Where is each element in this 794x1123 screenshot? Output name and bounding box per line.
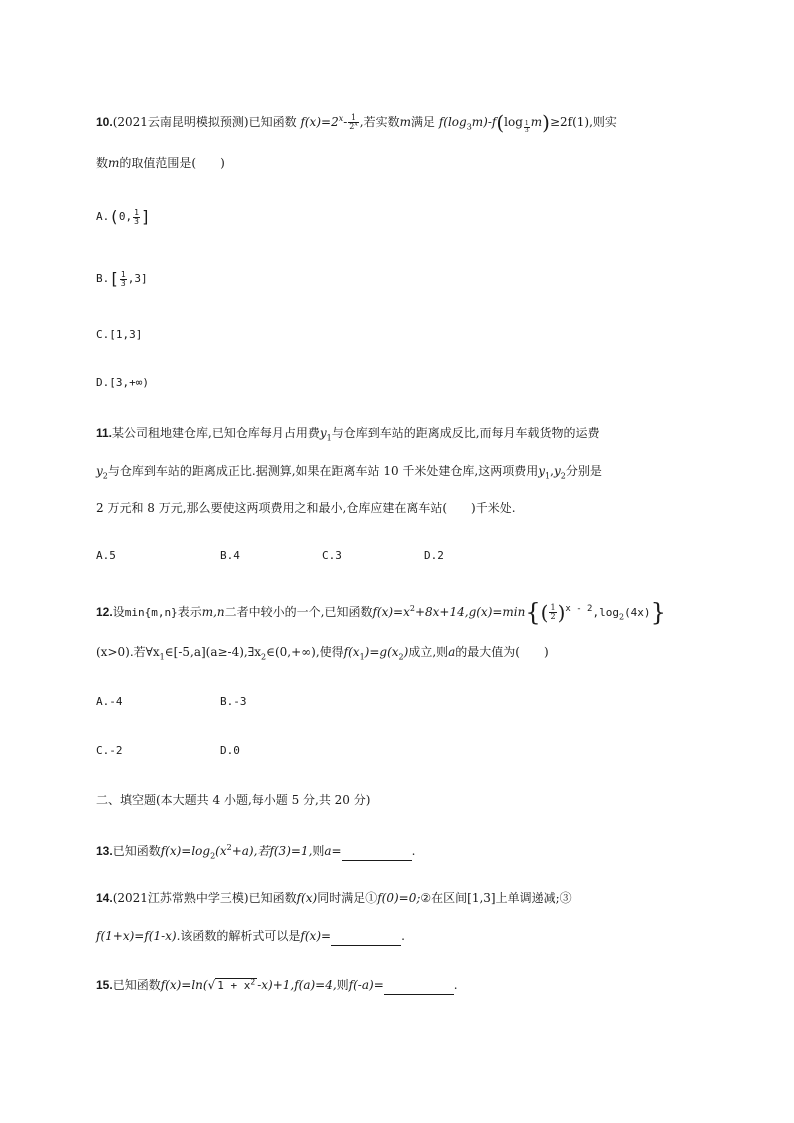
q13-line: [96, 842, 415, 861]
q14-source: (2021江苏常熟中学三模): [112, 891, 249, 905]
q11-y1: y: [319, 426, 327, 440]
q14-answer-blank[interactable]: [331, 927, 401, 946]
q10-option-d[interactable]: D.[3,+∞): [96, 376, 149, 389]
q12-line2-e: 的最大值为( ): [455, 645, 549, 659]
q12-option-d[interactable]: D.0: [220, 744, 240, 757]
q10-paren-close: ): [542, 110, 550, 135]
q12-fx-sup: 2: [409, 604, 415, 613]
q10-source: (2021云南昆明模拟预测): [112, 115, 249, 129]
q10-cond-a: f(log: [438, 115, 467, 129]
q12-fx-rest: +8x+14,: [414, 605, 469, 619]
q10-cond-sub: 3: [466, 122, 472, 132]
q11-line2-a: 与仓库到车站的距离成正比.据测算,如果在距离车站 10 千米处建仓库,这两项费用: [107, 464, 539, 478]
q11-y2-sub: 2: [102, 471, 108, 481]
q11-option-d[interactable]: D.2: [424, 549, 444, 562]
q10-opt-b-lb: [: [109, 269, 119, 288]
q10-opt-b-rest: ,3]: [127, 272, 148, 285]
q10-opt-a-lb: (: [109, 207, 119, 226]
q12-line1: [96, 598, 666, 627]
q10-cond-c: m: [530, 115, 543, 129]
q14-end: .: [401, 929, 405, 943]
q10-frac-den: [348, 120, 358, 131]
q10-cond-d: ≥2f(1),则实: [549, 115, 617, 129]
q13-func-sup: 2: [226, 843, 232, 852]
q10-opt-a-label: A.: [96, 210, 110, 223]
q14-func: f(x): [296, 891, 318, 905]
q10-opt-b-den: 3: [120, 278, 126, 288]
q11-line2-y2-sub: 2: [560, 471, 566, 481]
q13-number: 13.: [96, 844, 113, 858]
q14-line2-fx: f(x)=: [300, 929, 332, 943]
q12-line2-d: 成立,则: [408, 645, 449, 659]
q12-g-log-arg: (4x): [624, 606, 651, 619]
q12-gx: g(x)=min: [468, 605, 526, 619]
q12-line2: [96, 643, 549, 661]
q12-line2-sub1: 1: [159, 652, 165, 662]
q10-opt-a-num: 1: [134, 207, 139, 217]
q15-text-b: 则: [336, 978, 349, 992]
q10-cond-log: log: [504, 115, 523, 129]
q11-line2-y1: y: [538, 464, 546, 478]
q10-var-m: m: [399, 115, 411, 129]
q10-log-base: [524, 121, 530, 134]
q12-half-den: 2: [550, 612, 556, 621]
q11-number: 11.: [96, 426, 113, 440]
q13-var-a: a=: [324, 844, 342, 858]
q14-number: 14.: [96, 891, 113, 905]
q15-text-a: 已知函数: [112, 978, 161, 992]
q14-text-c: ②在区间[1,3]上单调递减;③: [420, 891, 572, 905]
q10-opt-a-rb: ]: [140, 207, 151, 226]
q11-line2-b: 分别是: [565, 464, 602, 478]
q11-option-b[interactable]: B.4: [220, 549, 240, 562]
q15-cond: f(a)=4,: [294, 978, 337, 992]
q12-line2-eq-sub1: 1: [359, 652, 365, 662]
q12-g-log-sub: 2: [618, 612, 625, 622]
q12-paren-open: (: [540, 600, 549, 625]
q10-text-c: 满足: [410, 115, 435, 129]
q10-minus: -: [343, 115, 348, 129]
q10-log-base-num: 1: [524, 120, 529, 127]
q12-g-exp: x - 2: [565, 604, 593, 614]
q13-func-sub: 2: [210, 851, 216, 861]
q15-line: [96, 976, 458, 995]
q13-cond: f(3)=1,: [269, 844, 313, 858]
q12-line2-eq: f(x: [343, 645, 360, 659]
q12-line2-b: ∈[-5,a](a≥-4),∃x: [164, 645, 262, 659]
q10-text-b: ,若实数: [359, 115, 400, 129]
q12-line2-sub2: 2: [261, 652, 267, 662]
q10-option-a[interactable]: [96, 208, 151, 226]
q10-frac-num: 1: [348, 114, 358, 123]
q12-line2-eq-sub2: 2: [398, 652, 404, 662]
q12-line2-eq-end: ): [403, 645, 409, 659]
q14-line2: [96, 927, 405, 946]
q15-func-b: -x)+1,: [257, 978, 295, 992]
q10-option-c[interactable]: C.[1,3]: [96, 328, 143, 341]
q11-line1: [96, 424, 600, 442]
q12-fx: f(x)=x: [372, 605, 410, 619]
q12-mn: m,n: [201, 605, 225, 619]
q11-line2: [96, 462, 602, 480]
q13-func-a: f(x)=log: [160, 844, 211, 858]
q12-brace-open: {: [525, 598, 541, 627]
q10-option-b[interactable]: [96, 270, 148, 288]
q11-line2-y1-sub: 1: [545, 471, 551, 481]
q10-exp-b: x: [354, 120, 358, 128]
q12-var-a: a: [448, 645, 456, 659]
q15-func-a: f(x)=ln(: [160, 978, 208, 992]
q12-min-mn: min{m,n}: [124, 606, 178, 619]
q10-opt-b-frac: [120, 271, 127, 288]
q10-line2-a: 数: [96, 156, 109, 170]
q12-option-c[interactable]: C.-2: [96, 744, 123, 757]
q15-number: 15.: [96, 978, 113, 992]
q13-answer-blank[interactable]: [342, 842, 412, 861]
q11-y1-sub: 1: [326, 433, 332, 443]
q10-frac-den-base: 2: [349, 122, 355, 131]
q13-text-a: 已知函数: [112, 844, 161, 858]
q15-answer-blank[interactable]: [384, 976, 454, 995]
q15-sqrt-content: 1 + x: [217, 979, 251, 992]
q14-text-b: 同时满足①: [317, 891, 378, 905]
q12-line2-c: ∈(0,+∞),使得: [266, 645, 344, 659]
q12-line1-a: 设: [112, 605, 125, 619]
q12-paren-close: ): [557, 600, 566, 625]
q13-text-b: 则: [312, 844, 325, 858]
q10-cond-b: m)-f: [471, 115, 497, 129]
q15-sqrt-sup: 2: [250, 977, 256, 987]
q11-line2-y2: y: [553, 464, 561, 478]
q10-opt-a-frac: [133, 209, 140, 226]
q11-y2: y: [96, 464, 103, 478]
q10-line1: [96, 110, 617, 135]
section2-title: 二、填空题(本大题共 4 小题,每小题 5 分,共 20 分): [96, 793, 371, 807]
q11-line2-comma: ,: [550, 464, 554, 478]
q14-text-a: 已知函数: [248, 891, 297, 905]
q15-sqrt: [215, 978, 257, 992]
q12-line1-b: 表示: [177, 605, 202, 619]
q12-half-num: 1: [550, 603, 556, 612]
q12-half: [549, 604, 556, 621]
q12-number: 12.: [96, 605, 113, 619]
q10-opt-b-num: 1: [120, 269, 126, 279]
q10-text-a: 已知函数: [248, 115, 297, 129]
q13-end: .: [411, 844, 416, 858]
q11-option-c[interactable]: C.3: [322, 549, 342, 562]
q10-log-base-den: 3: [524, 127, 529, 134]
q12-line2-eq-mid: )=g(x: [364, 645, 399, 659]
q12-g-log: ,log: [592, 606, 619, 619]
q13-func-c: +a),若: [231, 844, 270, 858]
q14-line2-text: 该函数的解析式可以是: [180, 929, 301, 943]
q11-line3: 2 万元和 8 万元,那么要使这两项费用之和最小,仓库应建在离车站( )千米处.: [96, 501, 516, 515]
q10-opt-a-zero: 0,: [118, 210, 133, 223]
q10-opt-a-den: 3: [134, 216, 139, 226]
q12-option-a[interactable]: A.-4: [96, 695, 123, 708]
q12-option-b[interactable]: B.-3: [220, 695, 247, 708]
q12-line1-c: 二者中较小的一个,已知函数: [224, 605, 373, 619]
q10-line2-b: 的取值范围是( ): [119, 156, 225, 170]
q14-line1: [96, 889, 572, 907]
q10-line2-m: m: [108, 156, 120, 170]
q15-sqrt-sign: √: [207, 978, 216, 992]
q12-line2-a: (x>0).若∀x: [96, 645, 160, 659]
q10-number: 10.: [96, 115, 113, 129]
q10-frac: [348, 114, 358, 131]
q14-cond1: f(0)=0;: [377, 891, 421, 905]
q10-line2: [96, 154, 225, 172]
q14-line2-cond: f(1+x)=f(1-x).: [96, 929, 181, 943]
q10-opt-b-label: B.: [96, 272, 110, 285]
q11-line1-a: 某公司租地建仓库,已知仓库每月占用费: [112, 426, 320, 440]
q15-end: .: [453, 978, 458, 992]
q12-brace-close: }: [650, 598, 666, 627]
q13-func-b: (x: [215, 844, 227, 858]
q15-ask: f(-a)=: [348, 978, 384, 992]
q11-line1-b: 与仓库到车站的距离成反比,而每月车载货物的运费: [331, 426, 600, 440]
q10-func: f(x)=2: [300, 115, 339, 129]
q11-option-a[interactable]: A.5: [96, 549, 116, 562]
q10-exp-a: x: [338, 114, 344, 123]
q10-paren-open: (: [496, 110, 505, 135]
